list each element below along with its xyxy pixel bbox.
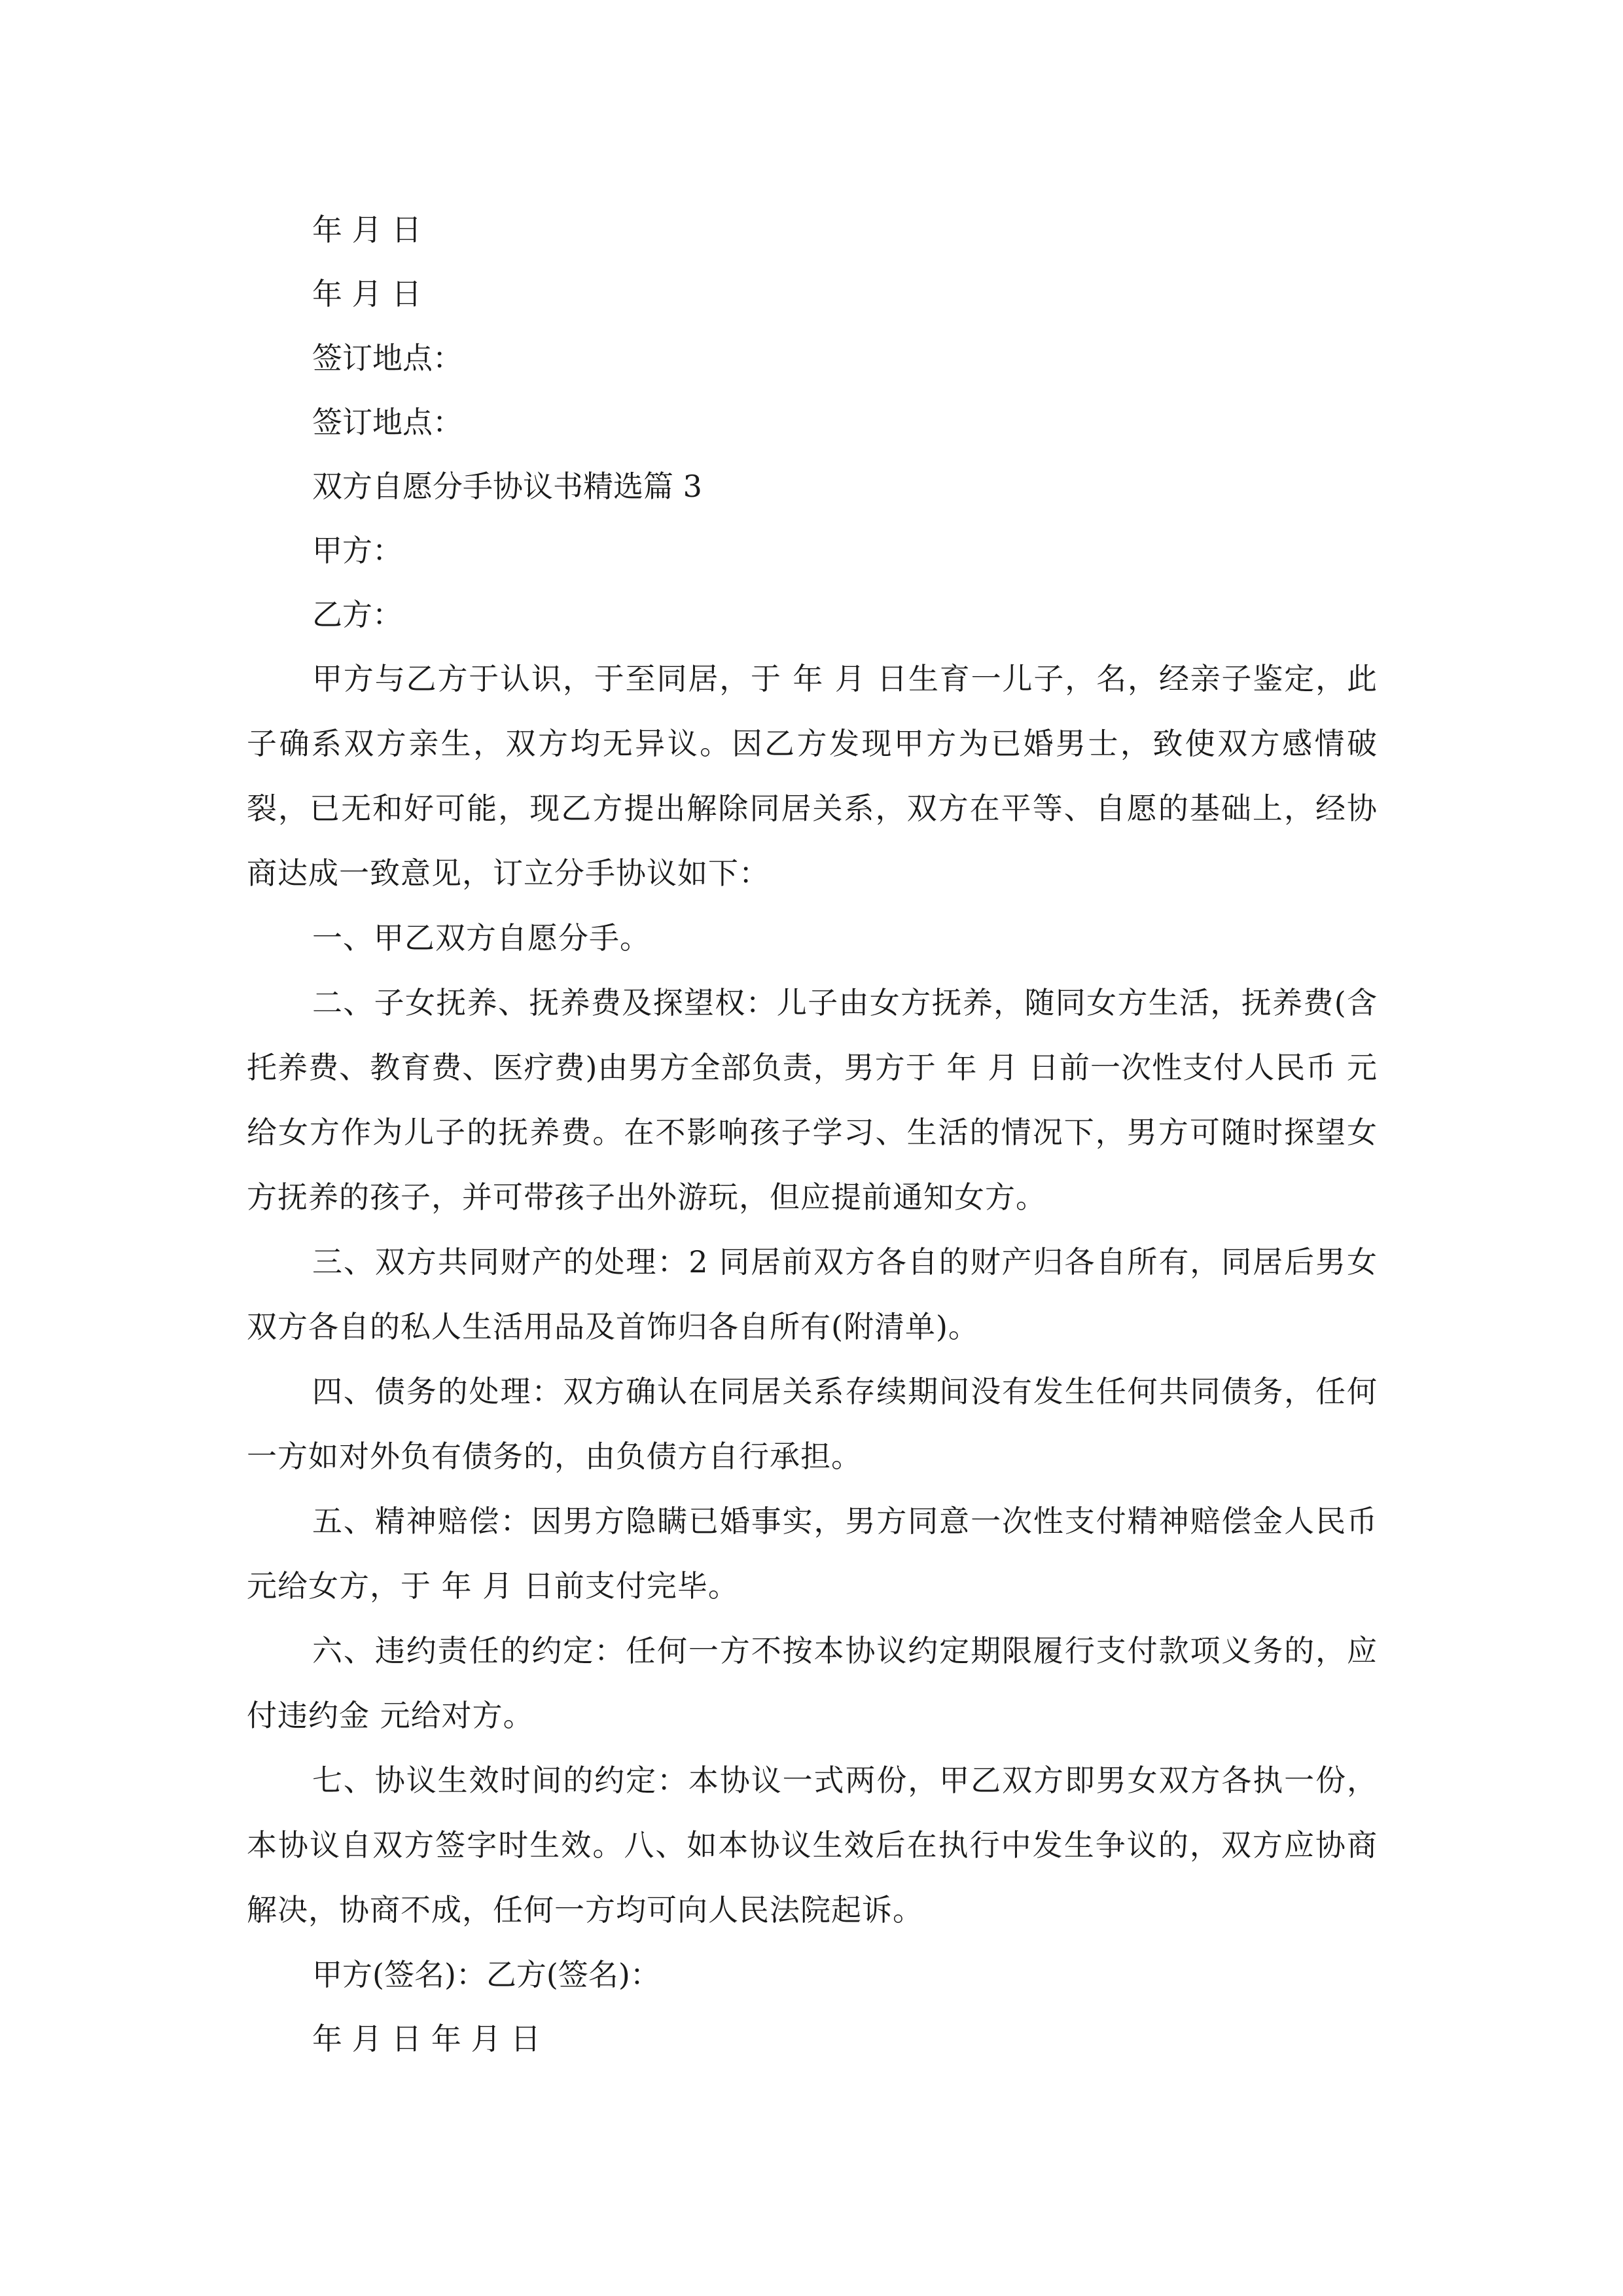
signature-line: 甲方(签名)：乙方(签名)：	[312, 1957, 660, 1992]
clause-5: 五、精神赔偿：因男方隐瞒已婚事实，男方同意一次性支付精神赔偿金人民币 元给女方，于 年 月 日前支付完毕。	[247, 1503, 1378, 1604]
document-body	[247, 198, 1378, 2071]
clause-4: 四、债务的处理：双方确认在同居关系存续期间没有发生任何共同债务，任何一方如对外负有债务的，由负债方自行承担。	[247, 1374, 1378, 1474]
signing-place-line: 签订地点：	[312, 404, 463, 440]
clause-2: 二、子女抚养、抚养费及探望权：儿子由女方抚养，随同女方生活，抚养费(含托养费、教育费、医疗费)由男方全部负责，男方于 年 月 日前一次性支付人民币 元给女方作为儿子的抚养费。在不影响孩子学习、生活的情况下，男方可随时探望女方抚养的孩子，并可带孩子出外游玩，但应提前通知女方。	[247, 985, 1378, 1215]
clause-7: 七、协议生效时间的约定：本协议一式两份，甲乙双方即男女双方各执一份，本协议自双方签字时生效。八、如本协议生效后在执行中发生争议的，双方应协商解决，协商不成，任何一方均可向人民法院起诉。	[247, 1763, 1378, 1928]
clause-3: 三、双方共同财产的处理：2 同居前双方各自的财产归各自所有，同居后男女双方各自的私人生活用品及首饰归各自所有(附清单)。	[247, 1244, 1378, 1344]
party-b-line: 乙方：	[312, 597, 402, 632]
section-title: 双方自愿分手协议书精选篇 3	[312, 469, 702, 504]
date-line: 年 月 日	[312, 212, 422, 247]
signature-date-line: 年 月 日 年 月 日	[312, 2021, 541, 2056]
signing-place-line: 签订地点：	[312, 340, 463, 376]
party-a-line: 甲方：	[312, 533, 402, 568]
clause-1: 一、甲乙双方自愿分手。	[312, 920, 651, 956]
date-line: 年 月 日	[312, 276, 422, 312]
clause-6: 六、违约责任的约定：任何一方不按本协议约定期限履行支付款项义务的，应付违约金 元给对方。	[247, 1633, 1378, 1733]
intro-paragraph: 甲方与乙方于认识，于至同居，于 年 月 日生育一儿子，名，经亲子鉴定，此子确系双方亲生，双方均无异议。因乙方发现甲方为已婚男士，致使双方感情破裂，已无和好可能，现乙方提出解除同居关系，双方在平等、自愿的基础上，经协商达成一致意见，订立分手协议如下：	[247, 661, 1378, 891]
